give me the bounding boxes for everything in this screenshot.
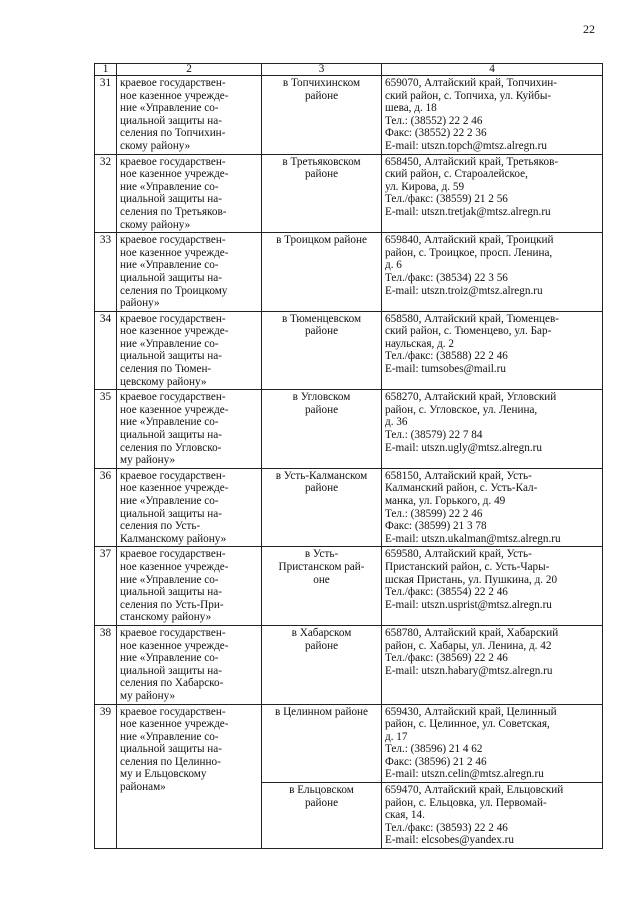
organization-line: ние «Управление со- — [120, 573, 219, 586]
district-line: в Третьяковском — [282, 155, 361, 168]
organization-name — [117, 311, 262, 390]
organization-name — [117, 704, 262, 849]
district-line: районе — [304, 639, 339, 652]
organization-line: цевскому району» — [120, 375, 207, 388]
page-number: 22 — [583, 22, 595, 36]
district-line: оне — [313, 573, 330, 586]
district-line: в Топчихинском — [282, 77, 361, 89]
organization-line: ное казенное учрежде- — [120, 89, 229, 102]
organization-line: селения по Усть-При- — [120, 598, 224, 611]
table-row — [95, 547, 603, 626]
organization-name — [117, 233, 262, 312]
contact-line: Тел./факс: (38534) 22 3 56 — [385, 271, 508, 284]
organization-line: циальной защиты на- — [120, 586, 222, 599]
district-line: Пристанском рай- — [278, 560, 365, 573]
organization-line: селения по Угловско- — [120, 441, 222, 454]
row-number: 33 — [95, 233, 117, 312]
organization-line: циальной защиты на- — [120, 271, 222, 284]
contact-line: 658150, Алтайский край, Усть- — [385, 469, 532, 482]
district-line: в Троицком районе — [276, 234, 367, 247]
contact-details — [382, 704, 603, 783]
district-name — [262, 547, 382, 626]
contact-line: Факс: (38552) 22 2 36 — [385, 127, 487, 140]
table-row — [95, 233, 603, 312]
district-line: в Хабарском — [291, 626, 352, 639]
contact-line: 659470, Алтайский край, Ельцовский — [385, 784, 564, 797]
organization-line: циальной защиты на- — [120, 114, 222, 127]
contact-line: Тел.: (38552) 22 2 46 — [385, 114, 483, 127]
organization-line: краевое государствен- — [120, 77, 226, 89]
organization-line: ние «Управление со- — [120, 337, 219, 350]
table-header-row — [95, 64, 603, 76]
contact-line: Факс: (38596) 21 2 46 — [385, 755, 487, 768]
header-col-3: 3 — [262, 64, 382, 76]
row-number: 36 — [95, 468, 117, 547]
organization-line: ное казенное учрежде- — [120, 246, 229, 259]
contact-line: д. 36 — [385, 416, 408, 429]
row-number: 39 — [95, 704, 117, 849]
organization-line: ное казенное учрежде- — [120, 718, 229, 731]
contact-details — [382, 468, 603, 547]
organization-name — [117, 154, 262, 233]
organization-line: ное казенное учрежде- — [120, 560, 229, 573]
contact-line: 658580, Алтайский край, Тюменцев- — [385, 312, 560, 325]
contact-line: шева, д. 18 — [385, 102, 437, 115]
organization-line: селения по Троицкому — [120, 284, 228, 297]
header-col-2: 2 — [117, 64, 262, 76]
organization-line: краевое государствен- — [120, 312, 226, 325]
organization-name — [117, 390, 262, 469]
organization-line: му району» — [120, 454, 176, 467]
organization-line: скому району» — [120, 139, 191, 152]
organization-line: ние «Управление со- — [120, 102, 219, 115]
district-name — [262, 468, 382, 547]
organization-line: краевое государствен- — [120, 469, 226, 482]
contact-line: Тел.: (38599) 22 2 46 — [385, 507, 483, 520]
contact-line: ская, 14. — [385, 809, 425, 822]
organization-line: ние «Управление со- — [120, 730, 219, 743]
organization-line: краевое государствен- — [120, 234, 226, 247]
organization-line: краевое государствен- — [120, 626, 226, 639]
contact-line: E-mail: utszn.habary@mtsz.alregn.ru — [385, 664, 553, 677]
contact-line: E-mail: tumsobes@mail.ru — [385, 363, 506, 376]
contact-line: Тел./факс: (38559) 21 2 56 — [385, 193, 508, 206]
district-name — [262, 390, 382, 469]
contact-line: манка, ул. Горького, д. 49 — [385, 495, 506, 507]
organization-line: ние «Управление со- — [120, 495, 219, 507]
district-line: в Усть- — [304, 548, 339, 561]
organization-name — [117, 625, 262, 704]
contact-line: ский район, с. Староалейское, — [385, 168, 528, 181]
contact-line: 658270, Алтайский край, Угловский — [385, 391, 557, 404]
organization-line: му и Ельцовскому — [120, 768, 207, 781]
table-row — [95, 311, 603, 390]
contact-line: Тел./факс: (38593) 22 2 46 — [385, 821, 508, 834]
organization-line: циальной защиты на- — [120, 664, 222, 677]
organization-line: ние «Управление со- — [120, 259, 219, 272]
organization-line: селения по Целинно- — [120, 755, 221, 768]
district-line: районе — [304, 168, 339, 181]
contact-line: 658780, Алтайский край, Хабарский — [385, 626, 559, 639]
district-name — [262, 154, 382, 233]
district-line: районе — [304, 403, 339, 416]
organization-name — [117, 468, 262, 547]
organization-line: селения по Топчихин- — [120, 127, 226, 140]
contact-line: ул. Кирова, д. 59 — [385, 180, 465, 193]
district-name — [262, 311, 382, 390]
contact-line: ский район, с. Тюменцево, ул. Бар- — [385, 325, 552, 338]
contact-line: Тел.: (38579) 22 7 84 — [385, 429, 483, 442]
contact-details — [382, 233, 603, 312]
contact-line: 659070, Алтайский край, Топчихин- — [385, 77, 558, 89]
district-name — [262, 233, 382, 312]
table-row — [95, 468, 603, 547]
row-number: 31 — [95, 76, 117, 155]
contact-line: Калманский район, с. Усть-Кал- — [385, 482, 538, 495]
organization-line: ное казенное учрежде- — [120, 403, 229, 416]
organization-line: циальной защиты на- — [120, 429, 222, 442]
contact-line: E-mail: elcsobes@yandex.ru — [385, 834, 514, 847]
contact-line: Факс: (38599) 21 3 78 — [385, 520, 487, 533]
organization-line: циальной защиты на- — [120, 743, 222, 756]
contact-line: Пристанский район, с. Усть-Чары- — [385, 560, 550, 573]
contact-line: д. 6 — [385, 259, 402, 272]
contact-line: 659430, Алтайский край, Целинный — [385, 705, 557, 718]
district-name — [262, 704, 382, 783]
organization-line: району» — [120, 297, 160, 310]
organization-line: ние «Управление со- — [120, 180, 219, 193]
contact-line: Тел./факс: (38588) 22 2 46 — [385, 350, 508, 363]
header-col-1: 1 — [95, 64, 117, 76]
contact-line: район, с. Троицкое, просп. Ленина, — [385, 246, 553, 259]
organization-line: му району» — [120, 689, 176, 702]
table-row — [95, 704, 603, 783]
district-name — [262, 76, 382, 155]
organization-line: ное казенное учрежде- — [120, 482, 229, 495]
organization-line: циальной защиты на- — [120, 350, 222, 363]
district-line: районе — [304, 482, 339, 495]
row-number: 35 — [95, 390, 117, 469]
contact-line: E-mail: utszn.ukalman@mtsz.alregn.ru — [385, 532, 561, 545]
contact-line: E-mail: utszn.celin@mtsz.alregn.ru — [385, 768, 544, 781]
organization-line: селения по Усть- — [120, 520, 201, 533]
contact-line: E-mail: utszn.tretjak@mtsz.alregn.ru — [385, 205, 551, 218]
contact-line: шская Пристань, ул. Пушкина, д. 20 — [385, 573, 558, 586]
organization-line: Калманскому району» — [120, 532, 227, 545]
organization-line: краевое государствен- — [120, 705, 226, 718]
row-number: 38 — [95, 625, 117, 704]
contact-line: д. 17 — [385, 730, 408, 743]
district-line: районе — [304, 89, 339, 102]
organization-line: ное казенное учрежде- — [120, 168, 229, 181]
district-line: в Ельцовском — [289, 784, 354, 797]
organization-line: циальной защиты на- — [120, 193, 222, 206]
row-number: 34 — [95, 311, 117, 390]
organization-line: селения по Хабарско- — [120, 677, 224, 690]
organization-line: ное казенное учрежде- — [120, 325, 229, 338]
organization-line: краевое государствен- — [120, 391, 226, 404]
contact-line: наульская, д. 2 — [385, 337, 454, 350]
contact-details — [382, 311, 603, 390]
district-name — [262, 625, 382, 704]
organization-line: станскому району» — [120, 611, 212, 624]
header-col-4: 4 — [382, 64, 603, 76]
contact-details — [382, 154, 603, 233]
district-line: районе — [304, 325, 339, 338]
organization-name — [117, 547, 262, 626]
row-number: 37 — [95, 547, 117, 626]
organization-line: краевое государствен- — [120, 548, 226, 561]
contact-line: район, с. Ельцовка, ул. Первомай- — [385, 796, 547, 809]
district-name — [262, 783, 382, 849]
district-line: в Усть-Калманском — [275, 469, 368, 482]
row-number: 32 — [95, 154, 117, 233]
organization-line: ное казенное учрежде- — [120, 639, 229, 652]
contact-line: Тел.: (38596) 21 4 62 — [385, 743, 483, 756]
contact-details — [382, 390, 603, 469]
table-row — [95, 76, 603, 155]
contact-line: Тел./факс: (38554) 22 2 46 — [385, 586, 508, 599]
contact-line: район, с. Целинное, ул. Советская, — [385, 718, 550, 731]
offices-table — [94, 63, 603, 849]
contact-line: район, с. Хабары, ул. Ленина, д. 42 — [385, 639, 552, 652]
table-body — [95, 76, 603, 849]
contact-line: E-mail: utszn.usprist@mtsz.alregn.ru — [385, 598, 552, 611]
contact-line: E-mail: utszn.troiz@mtsz.alregn.ru — [385, 284, 543, 297]
district-line: в Целинном районе — [274, 705, 369, 718]
organization-line: селения по Третьяков- — [120, 205, 227, 218]
organization-line: районам» — [120, 781, 166, 794]
organization-line: скому району» — [120, 218, 191, 231]
organization-line: ние «Управление со- — [120, 652, 219, 665]
table-row — [95, 154, 603, 233]
contact-details — [382, 547, 603, 626]
organization-line: ние «Управление со- — [120, 416, 219, 429]
contact-line: 659580, Алтайский край, Усть- — [385, 548, 532, 561]
district-line: районе — [304, 796, 339, 809]
district-line: в Угловском — [292, 391, 351, 404]
contact-line: 658450, Алтайский край, Третьяков- — [385, 155, 559, 168]
table-row — [95, 390, 603, 469]
contact-line: район, с. Угловское, ул. Ленина, — [385, 403, 538, 416]
organization-line: краевое государствен- — [120, 155, 226, 168]
contact-line: E-mail: utszn.topch@mtsz.alregn.ru — [385, 139, 547, 152]
contact-line: E-mail: utszn.ugly@mtsz.alregn.ru — [385, 441, 542, 454]
contact-details — [382, 625, 603, 704]
organization-name — [117, 76, 262, 155]
district-line: в Тюменцевском — [281, 312, 362, 325]
contact-line: 659840, Алтайский край, Троицкий — [385, 234, 554, 247]
contact-details — [382, 76, 603, 155]
organization-line: циальной защиты на- — [120, 507, 222, 520]
contact-line: ский район, с. Топчиха, ул. Куйбы- — [385, 89, 552, 102]
table-row — [95, 625, 603, 704]
contact-details — [382, 783, 603, 849]
organization-line: селения по Тюмен- — [120, 363, 212, 376]
contact-line: Тел./факс: (38569) 22 2 46 — [385, 652, 508, 665]
